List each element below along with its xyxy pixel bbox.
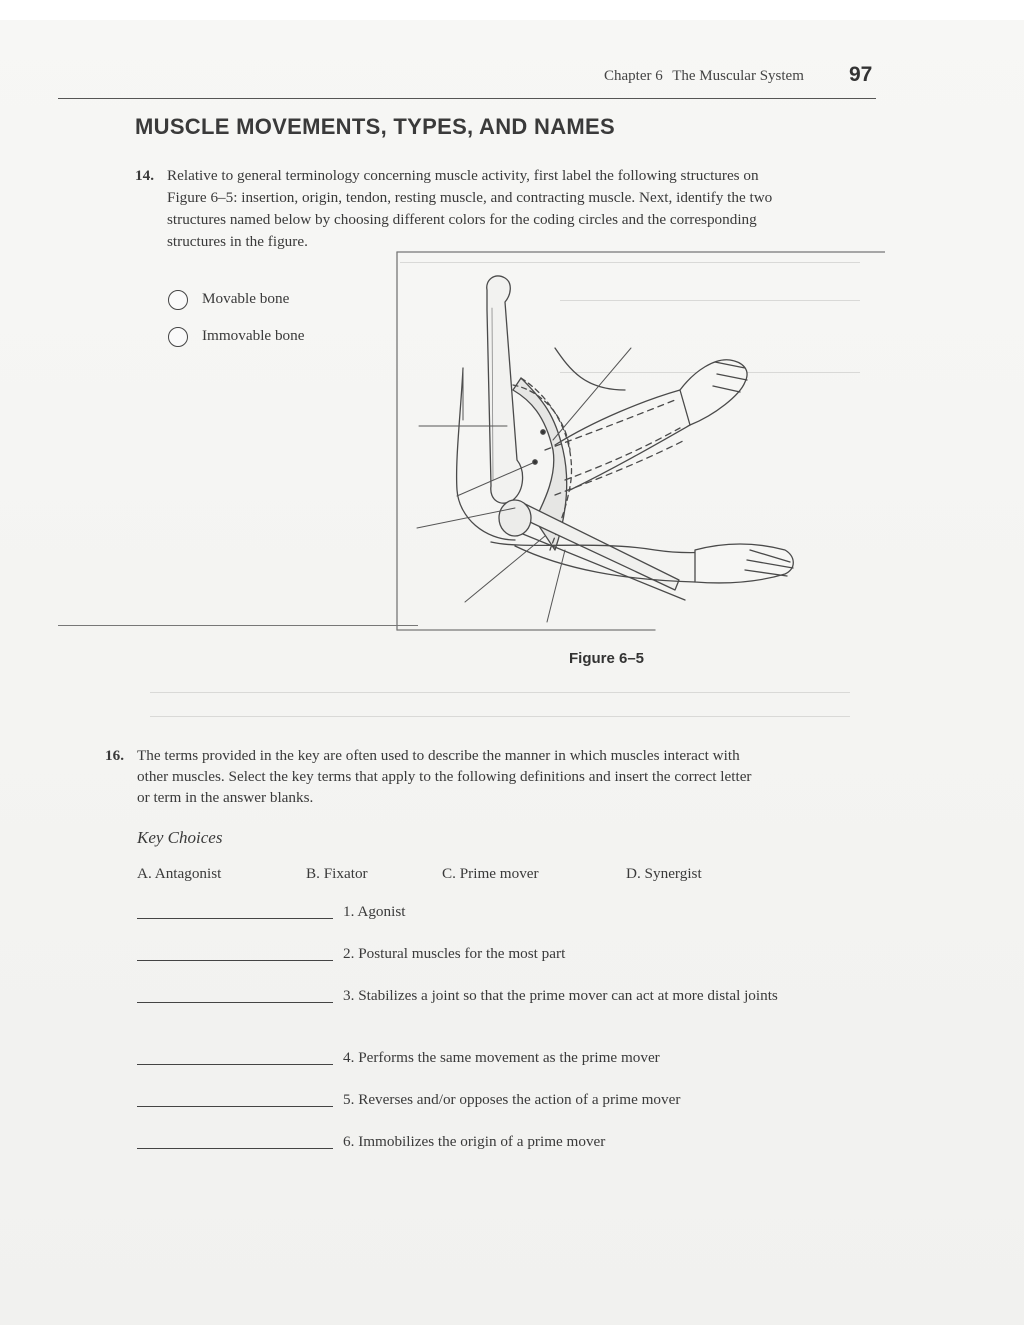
item-text: Performs the same movement as the prime mover bbox=[358, 1049, 660, 1066]
definition-item-5 bbox=[343, 1090, 813, 1110]
chapter-label: Chapter 6 bbox=[604, 68, 663, 84]
question-text: The terms provided in the key are often used to describe the manner in which muscles interact with other muscles. Select the key terms that apply to the following definitions and insert the correct letter or term in the answer blanks. bbox=[137, 747, 752, 806]
key-choices-heading: Key Choices bbox=[137, 828, 223, 847]
chapter-title: The Muscular System bbox=[672, 68, 804, 84]
item-number: 6. bbox=[343, 1133, 355, 1150]
definition-item-1 bbox=[343, 902, 813, 922]
running-header bbox=[604, 63, 873, 86]
bleed-through-line bbox=[150, 692, 850, 693]
bleed-through-line bbox=[150, 716, 850, 717]
question-text: Relative to general terminology concerning muscle activity, first label the following structures on Figure 6–5: insertion, origin, tendon, resting muscle, and contracting muscle. Next, identify the two structures named below by choosing different colors for the coding circles and the corresponding structures in the figure. bbox=[167, 167, 773, 250]
definition-item-4 bbox=[343, 1048, 813, 1068]
item-text: Postural muscles for the most part bbox=[358, 945, 566, 962]
question-number: 16. bbox=[105, 747, 124, 764]
item-number: 2. bbox=[343, 945, 355, 962]
header-rule bbox=[58, 98, 876, 99]
figure-rule bbox=[58, 625, 418, 626]
arm-muscle-figure bbox=[395, 250, 885, 640]
answer-blank-4[interactable] bbox=[137, 1064, 333, 1065]
section-title: MUSCLE MOVEMENTS, TYPES, AND NAMES bbox=[135, 114, 615, 139]
definition-item-3 bbox=[343, 986, 813, 1006]
item-text: Stabilizes a joint so that the prime mover can act at more distal joints bbox=[358, 987, 778, 1004]
key-choice-d: D. Synergist bbox=[626, 865, 702, 882]
color-coding-circle-immovable[interactable] bbox=[168, 327, 188, 347]
item-number: 1. bbox=[343, 903, 355, 920]
answer-blank-6[interactable] bbox=[137, 1148, 333, 1149]
item-text: Reverses and/or opposes the action of a prime mover bbox=[358, 1091, 681, 1108]
item-text: Agonist bbox=[357, 903, 406, 920]
definition-item-2 bbox=[343, 944, 813, 964]
item-text: Immobilizes the origin of a prime mover bbox=[358, 1133, 606, 1150]
answer-blank-1[interactable] bbox=[137, 918, 333, 919]
definition-item-6 bbox=[343, 1132, 813, 1152]
color-key-label: Immovable bone bbox=[202, 327, 305, 344]
question-number: 14. bbox=[135, 167, 154, 184]
flexed-hand bbox=[680, 360, 747, 425]
scan-edge bbox=[0, 0, 1024, 20]
page-number: 97 bbox=[849, 63, 873, 86]
color-key-label: Movable bone bbox=[202, 290, 290, 307]
item-number: 3. bbox=[343, 987, 355, 1004]
relaxed-hand bbox=[695, 544, 793, 583]
key-choice-a: A. Antagonist bbox=[137, 865, 222, 882]
item-number: 5. bbox=[343, 1091, 355, 1108]
answer-blank-3[interactable] bbox=[137, 1002, 333, 1003]
figure-caption: Figure 6–5 bbox=[569, 650, 645, 667]
answer-blank-2[interactable] bbox=[137, 960, 333, 961]
answer-blank-5[interactable] bbox=[137, 1106, 333, 1107]
key-choice-c: C. Prime mover bbox=[442, 865, 539, 882]
question-16 bbox=[105, 745, 765, 808]
item-number: 4. bbox=[343, 1049, 355, 1066]
color-coding-circle-movable[interactable] bbox=[168, 290, 188, 310]
question-14 bbox=[135, 165, 775, 253]
key-choice-b: B. Fixator bbox=[306, 865, 368, 882]
